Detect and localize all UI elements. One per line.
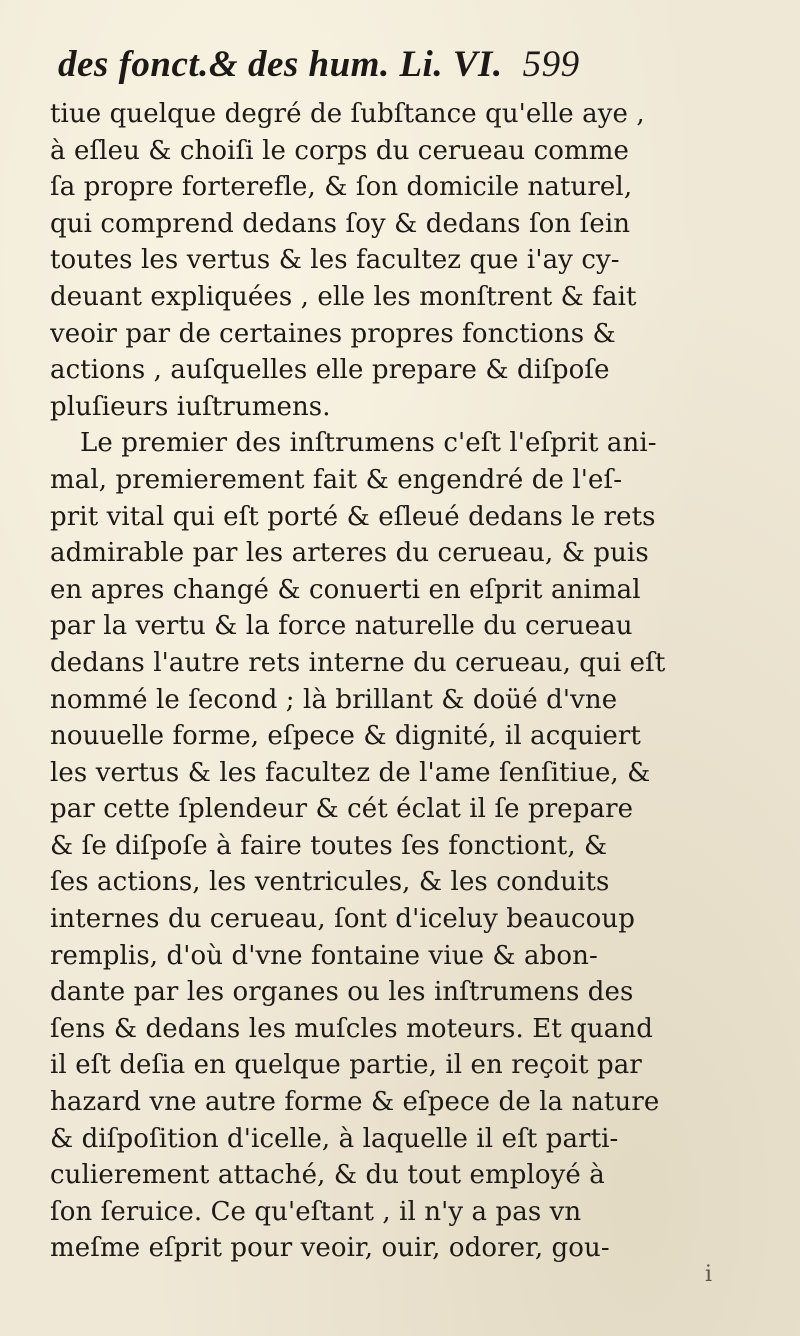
running-head <box>58 40 758 90</box>
text-line: qui comprend dedans ſoy & dedans ſon ſein <box>50 208 631 239</box>
text-line: culierement attaché, & du tout employé à <box>50 1160 605 1191</box>
running-head-title: des fonct.& des hum. Li. VI. <box>58 44 503 85</box>
text-line: pluſieurs iuſtrumens. <box>50 391 331 422</box>
text-line: hazard vne autre forme & eſpece de la nature <box>50 1087 660 1118</box>
paragraph-start-line: Le premier des inſtrumens c'eſt l'eſprit ani- <box>80 428 657 459</box>
text-line: meſme eſprit pour veoir, ouir, odorer, gou- <box>50 1233 610 1264</box>
text-line: ſes actions, les ventricules, & les conduits <box>50 867 610 898</box>
text-line: par cette ſplendeur & cét éclat il ſe prepare <box>50 794 634 825</box>
text-line: prit vital qui eſt porté & eſleué dedans le rets <box>50 501 656 532</box>
text-line: admirable par les arteres du cerueau, & puis <box>50 538 649 569</box>
text-line: & diſpoſition d'icelle, à laquelle il eſt parti- <box>50 1123 619 1154</box>
text-line: toutes les vertus & les facultez que i'ay cy- <box>50 245 620 276</box>
catchword: i <box>705 1262 713 1287</box>
text-line: veoir par de certaines propres fonctions & <box>50 318 616 349</box>
text-line: internes du cerueau, ſont d'iceluy beaucoup <box>50 904 635 935</box>
text-line: actions , auſquelles elle prepare & diſpoſe <box>50 355 610 386</box>
text-line: ſa propre forterefle, & ſon domicile naturel, <box>50 172 633 203</box>
text-line: en apres changé & conuerti en eſprit animal <box>50 574 641 605</box>
body-text <box>50 96 780 1267</box>
text-line: il eſt deſia en quelque partie, il en reçoit par <box>50 1050 642 1081</box>
text-line: nommé le ſecond ; là brillant & doüé d'vne <box>50 684 618 715</box>
page-number: 599 <box>522 44 580 85</box>
text-line: ſens & dedans les muſcles moteurs. Et quand <box>50 1013 653 1044</box>
text-line: tiue quelque degré de ſubſtance qu'elle aye , <box>50 99 645 129</box>
text-line: & ſe diſpoſe à faire toutes ſes fonctiont, & <box>50 830 608 861</box>
text-line: par la vertu & la force naturelle du cerueau <box>50 611 633 642</box>
text-line: à eſleu & choiſi le corps du cerueau comme <box>50 135 630 166</box>
text-line: les vertus & les facultez de l'ame ſenſitiue, & <box>50 757 651 788</box>
text-line: nouuelle forme, eſpece & dignité, il acquiert <box>50 721 641 752</box>
text-line: dante par les organes ou les inſtrumens des <box>50 977 634 1008</box>
text-line: ſon ſeruice. Ce qu'eſtant , il n'y a pas vn <box>50 1196 582 1227</box>
text-line: remplis, d'où d'vne fontaine viue & abon- <box>50 940 598 971</box>
text-line: dedans l'autre rets interne du cerueau, qui eſt <box>50 647 666 678</box>
text-line: deuant expliquées , elle les monſtrent & fait <box>50 281 637 312</box>
text-line: mal, premierement fait & engendré de l'eſ- <box>50 464 623 495</box>
